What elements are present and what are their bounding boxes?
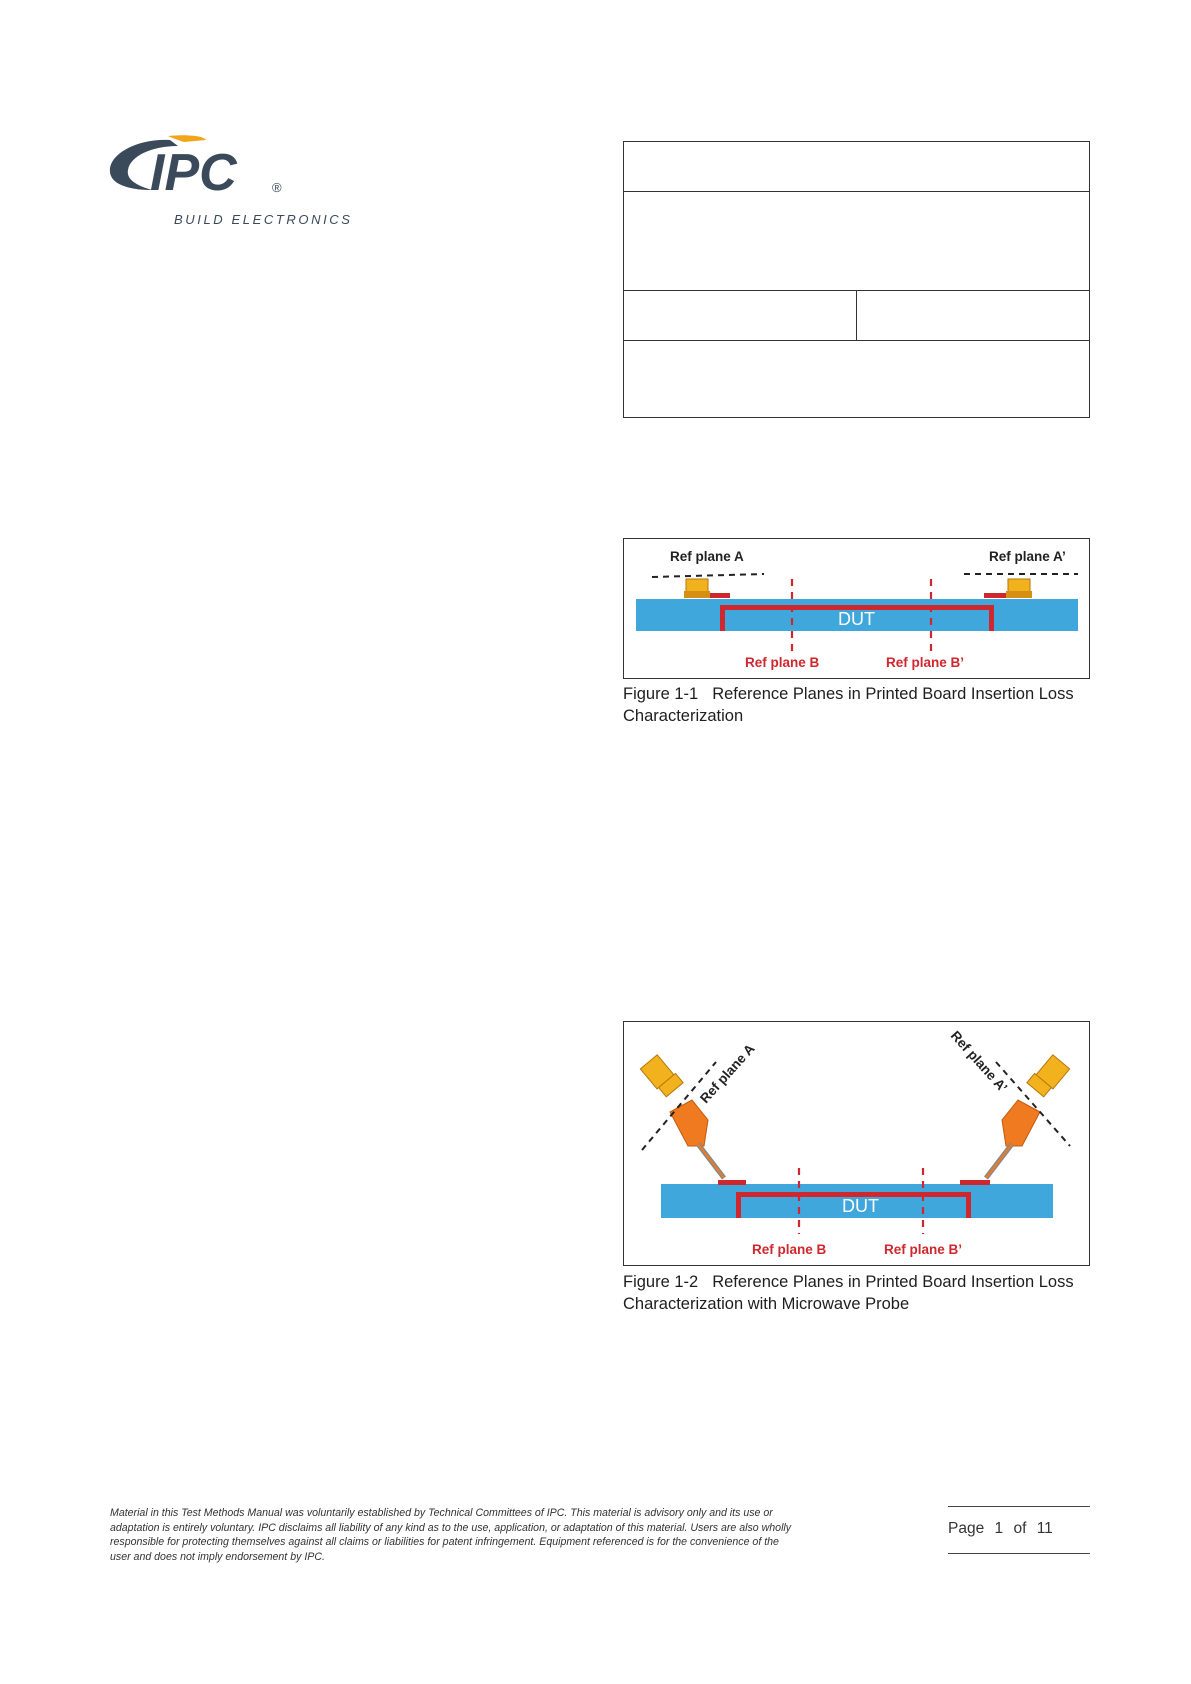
info-row-3 [624, 291, 1089, 341]
right-via [966, 1192, 971, 1218]
figure-1-1 [623, 538, 1090, 679]
info-cell-left [624, 291, 857, 340]
figure-1-2-title: Reference Planes in Printed Board Insertion Loss Characterization with Microwave Probe [623, 1273, 1074, 1313]
footer-disclaimer: Material in this Test Methods Manual was voluntarily established by Technical Committees of IPC. This material is advisory only and its use or adaptation is entirely voluntary. IPC disclaims all liability of any kind as to the use, application, or adaptation of this material. Users are also wholly responsible for protecting themselves against all claims or liabilities for patent infringement. Equipment referenced is for the convenience of the user and does not imply endorsement by IPC. [110, 1507, 792, 1563]
info-row-1 [624, 142, 1089, 192]
figure-1-2-caption [623, 1271, 1093, 1315]
label-ref-plane-a: Ref plane A [670, 549, 744, 564]
page-total: 11 [1036, 1520, 1053, 1537]
page-number-box [948, 1506, 1090, 1554]
info-row-2 [624, 192, 1089, 291]
label-dut: DUT [838, 609, 875, 629]
right-microwave-probe [1027, 1054, 1070, 1099]
ipc-logo-mark [108, 132, 348, 212]
figure-1-2 [623, 1021, 1090, 1266]
right-connector [1008, 579, 1030, 593]
figure-1-1-diagram [624, 539, 1088, 677]
info-row-4 [624, 341, 1089, 419]
page-label: Page [948, 1520, 985, 1537]
label-ref-plane-b: Ref plane B [745, 655, 820, 670]
label-ref-plane-b-prime: Ref plane B’ [886, 655, 965, 670]
label-ref-plane-b: Ref plane B [752, 1242, 827, 1257]
label-ref-plane-a-prime: Ref plane A’ [947, 1027, 1011, 1096]
right-connector-base [1006, 591, 1032, 598]
label-ref-plane-b-prime: Ref plane B’ [884, 1242, 963, 1257]
left-probe-tip-core [698, 1144, 724, 1178]
ref-plane-a-line [652, 574, 764, 577]
figure-1-2-diagram [624, 1022, 1088, 1264]
left-connector [686, 579, 708, 593]
left-microwave-probe [640, 1054, 683, 1099]
figure-1-2-number: Figure 1-2 [623, 1273, 699, 1291]
label-dut: DUT [842, 1196, 879, 1216]
left-probe-body [670, 1100, 708, 1146]
figure-1-1-number: Figure 1-1 [623, 685, 699, 703]
left-connector-base [684, 591, 710, 598]
info-cell-right [857, 291, 1091, 340]
logo-text: IPC [150, 144, 237, 202]
left-via [736, 1192, 741, 1218]
right-via [989, 605, 994, 631]
label-ref-plane-a: Ref plane A [697, 1041, 758, 1107]
logo-tagline: BUILD ELECTRONICS [174, 212, 353, 227]
logo-registered: ® [272, 180, 282, 195]
figure-1-1-title: Reference Planes in Printed Board Insertion Loss Characterization [623, 685, 1074, 725]
left-pad [718, 1180, 746, 1185]
right-pad [960, 1180, 990, 1185]
label-ref-plane-a-prime: Ref plane A’ [989, 549, 1066, 564]
logo-swoosh-gold [168, 135, 206, 142]
page-of: of [1013, 1520, 1027, 1537]
document-info-table [623, 141, 1090, 418]
right-probe-tip-core [986, 1144, 1012, 1178]
page-current: 1 [994, 1520, 1004, 1537]
figure-1-1-caption [623, 683, 1093, 727]
page-indicator [948, 1520, 1053, 1538]
left-via [720, 605, 725, 631]
